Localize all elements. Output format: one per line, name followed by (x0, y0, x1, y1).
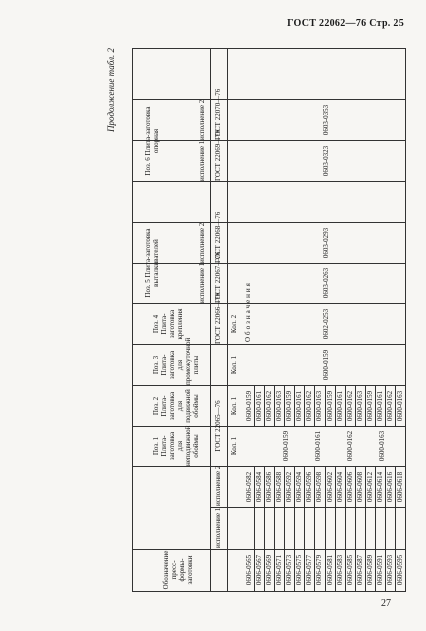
table-cell-e1: 0606-0593 (386, 554, 394, 586)
table-cell-e1: 0606-0573 (285, 554, 293, 586)
table-cell-p2: 0600-0163 (315, 390, 323, 422)
header-gost5b: ГОСТ 22068—76 (214, 211, 222, 263)
table-cell-e1: 0606-0581 (326, 554, 334, 586)
header-kol1-b: Кол. 1 (230, 396, 238, 416)
header-exec2: исполнение 2 (214, 465, 222, 506)
rule (210, 48, 211, 592)
merged-p6b: 0603-0353 (322, 104, 330, 136)
header-poz5: Поз. 5 Плита-заготовка выталкивателей (144, 228, 160, 298)
rule (132, 222, 406, 223)
table-cell-p2: 0600-0162 (386, 390, 394, 422)
table-cell-e2: 0606-0618 (396, 471, 404, 503)
header-poz2: Поз. 2 Плита-заготовка для подвижной обоймы (152, 389, 200, 423)
page-header: ГОСТ 22062—76 Стр. 25 (287, 18, 404, 29)
header-poz1: Поз. 1 Плита-заготовка для неподвижной обоймы (152, 425, 200, 466)
table-cell-p2: 0600-0163 (275, 390, 283, 422)
table-cell-e2: 0606-0596 (305, 471, 313, 503)
rule (132, 48, 406, 49)
table-cell-e2: 0606-0616 (386, 471, 394, 503)
table-cell-e1: 0606-0567 (255, 554, 263, 586)
table-cell-e2: 0606-0598 (315, 471, 323, 503)
header-isp2-b: исполнение 2 (198, 99, 206, 140)
rule (132, 181, 406, 182)
table-cell-e2: 0606-0582 (245, 471, 253, 503)
header-designation: Обозначение пресс-формы-заготовки (162, 550, 194, 590)
table-cell-e2: 0606-0608 (356, 471, 364, 503)
table-cell-p2: 0600-0159 (366, 390, 374, 422)
merged-p4: 0602-0253 (322, 308, 330, 340)
header-kol1-c: Кол. 1 (230, 355, 238, 375)
data-table (106, 48, 406, 592)
table-cell-e2: 0606-0604 (336, 471, 344, 503)
header-poz4: Поз. 4 Плита-заготовка крепления (152, 308, 184, 340)
header-kol1-a: Кол. 1 (230, 436, 238, 456)
rule (132, 48, 133, 592)
table-cell-p2: 0600-0162 (346, 390, 354, 422)
table-cell-e1: 0606-0585 (346, 554, 354, 586)
table-cell-p2: 0600-0159 (245, 390, 253, 422)
table-continuation: Продолжение табл. 2 (106, 48, 116, 132)
merged-p1c: 0600-0162 (346, 430, 354, 462)
table-cell-e1: 0606-0587 (356, 554, 364, 586)
table-cell-p2: 0600-0161 (255, 390, 263, 422)
header-isp1-b: исполнение 1 (198, 140, 206, 181)
header-gost4: ГОСТ 22066—76 (214, 292, 222, 344)
table-cell-e1: 0606-0577 (305, 554, 313, 586)
merged-p1d: 0600-0163 (378, 430, 386, 462)
merged-p6a: 0603-0323 (322, 145, 330, 177)
header-exec1: исполнение 1 (214, 507, 222, 548)
header-gost6b: ГОСТ 22070—76 (214, 88, 222, 140)
table-cell-p2: 0600-0162 (265, 390, 273, 422)
table-cell-p2: 0600-0159 (285, 390, 293, 422)
table-cell-p2: 0600-0163 (356, 390, 364, 422)
header-gost6a: ГОСТ 22069—76 (214, 129, 222, 181)
header-poz3: Поз. 3 Плита-заготовка для промежуточной плиты (152, 337, 200, 385)
rule (132, 140, 406, 141)
table-cell-e2: 0606-0612 (366, 471, 374, 503)
header-oboznacheniya: Обозначения (244, 281, 252, 342)
merged-p3: 0600-0159 (322, 349, 330, 381)
table-cell-e1: 0606-0565 (245, 554, 253, 586)
table-cell-e2: 0606-0602 (326, 471, 334, 503)
table-cell-e2: 0606-0594 (295, 471, 303, 503)
merged-p1a: 0600-0159 (282, 430, 290, 462)
header-isp2-a: исполнение 2 (198, 222, 206, 263)
table-cell-e1: 0606-0591 (376, 554, 384, 586)
table-cell-e1: 0606-0575 (295, 554, 303, 586)
header-gost12: ГОСТ 22065—76 (214, 400, 222, 452)
table-cell-e2: 0606-0586 (265, 471, 273, 503)
page-number: 27 (381, 598, 391, 609)
merged-p5: 0603-0263 (322, 267, 330, 299)
rule (132, 263, 406, 264)
rule (405, 48, 406, 592)
table-cell-p2: 0600-0161 (376, 390, 384, 422)
table-cell-e2: 0606-0614 (376, 471, 384, 503)
table-cell-p2: 0600-0162 (305, 390, 313, 422)
header-poz6: Поз. 6 Плита-заготовка опорная (144, 106, 160, 176)
merged-p1b: 0600-0161 (314, 430, 322, 462)
rule (227, 48, 228, 592)
table-cell-p2: 0600-0161 (295, 390, 303, 422)
rule (210, 507, 406, 508)
rule (132, 99, 406, 100)
table-cell-e1: 0606-0589 (366, 554, 374, 586)
table-cell-e1: 0606-0569 (265, 554, 273, 586)
merged-p5b: 0603-0293 (322, 227, 330, 259)
table-cell-p2: 0600-0159 (326, 390, 334, 422)
table-cell-e2: 0606-0584 (255, 471, 263, 503)
table-cell-e2: 0606-0606 (346, 471, 354, 503)
table-cell-e1: 0606-0583 (336, 554, 344, 586)
table-cell-e1: 0606-0571 (275, 554, 283, 586)
header-isp1-a: исполнение 1 (198, 262, 206, 303)
header-kol2: Кол. 2 (230, 314, 238, 334)
table-cell-e2: 0606-0592 (285, 471, 293, 503)
table-cell-p2: 0600-0163 (396, 390, 404, 422)
table-cell-e2: 0606-0588 (275, 471, 283, 503)
table-cell-e1: 0606-0595 (396, 554, 404, 586)
header-gost5a: ГОСТ 22067—76 (214, 251, 222, 303)
table-cell-e1: 0606-0579 (315, 554, 323, 586)
table-cell-p2: 0600-0161 (336, 390, 344, 422)
